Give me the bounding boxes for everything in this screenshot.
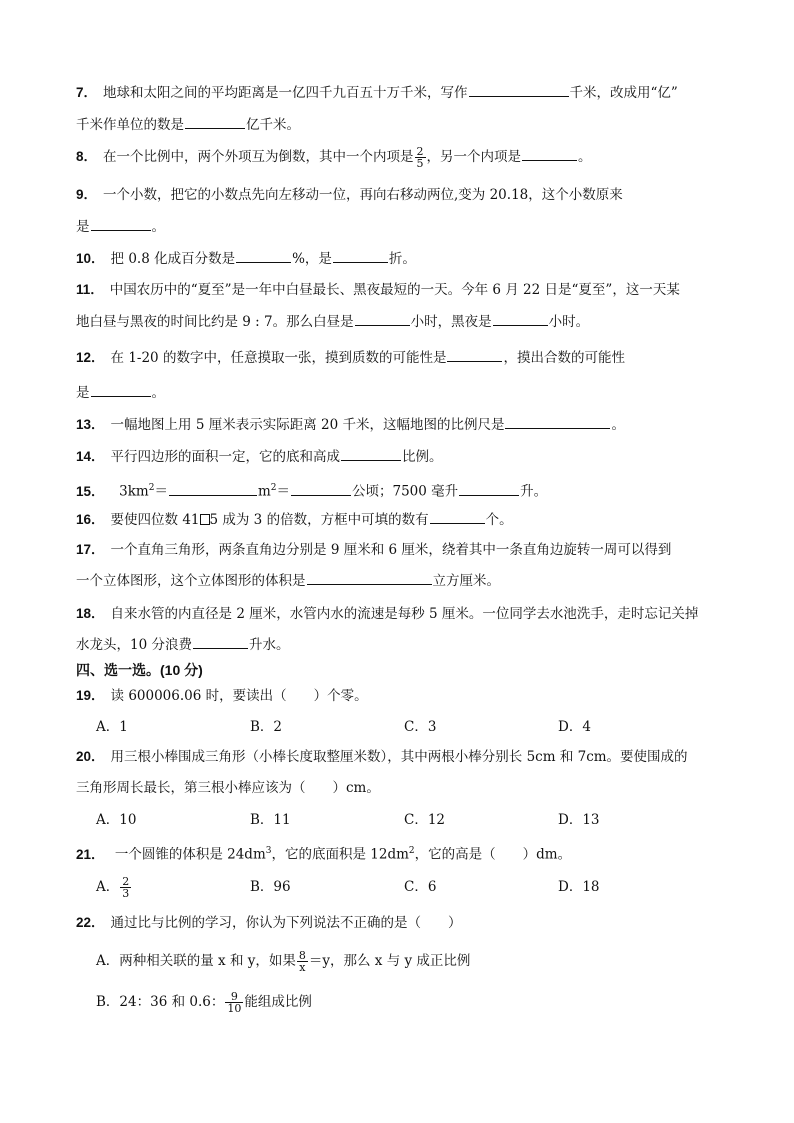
question-text: 5 成为 3 的倍数，方框中可填的数有 [209, 512, 429, 528]
question-text: ，它的底面积是 12dm [271, 846, 409, 863]
question-9 [76, 185, 623, 205]
question-text: 一个立体图形，这个立体图形的体积是 [76, 573, 306, 589]
question-number: 17． [76, 542, 105, 557]
question-text: 小时，黑夜是 [410, 314, 492, 330]
question-text: 千米，改成用“亿” [569, 85, 678, 101]
question-text: ，摸出合数的可能性 [503, 350, 625, 366]
question-text: ＝ [276, 483, 290, 500]
answer-blank[interactable] [505, 414, 610, 429]
question-text: 是 [76, 385, 90, 401]
question-20-line2 [76, 778, 380, 798]
question-text: ，它的高是（ ）dm。 [414, 846, 572, 863]
option-a[interactable]: A．10 [96, 812, 137, 828]
answer-blank[interactable] [333, 248, 388, 263]
question-number: 12． [76, 350, 105, 365]
answer-blank[interactable] [493, 311, 548, 326]
question-7 [76, 82, 678, 103]
question-11 [76, 280, 680, 300]
option-d[interactable]: D．18 [558, 879, 600, 895]
question-text: 一个圆锥的体积是 24dm [114, 846, 266, 863]
fraction-denominator: 10 [227, 1002, 242, 1015]
question-text: 。 [578, 149, 592, 165]
fraction-denominator: 5 [416, 157, 424, 170]
question-number: 9． [76, 187, 98, 202]
fraction [120, 876, 131, 899]
question-text: %，是 [292, 251, 332, 267]
fraction [297, 950, 308, 973]
answer-blank[interactable] [459, 481, 519, 496]
question-number: 18． [76, 606, 105, 621]
option-b[interactable]: B．11 [250, 812, 291, 828]
question-text: 立方厘米。 [432, 573, 500, 589]
question-21: 21． 一个圆锥的体积是 $24dm^3$，它的底面积是 $12dm^2$，它的高是（ ）dm。 [76, 846, 572, 863]
option-text: 能组成比例 [244, 994, 312, 1010]
question-20 [76, 747, 688, 767]
option-c[interactable]: C．3 [404, 719, 437, 735]
fraction-denominator: 3 [122, 887, 130, 900]
fraction-numerator: 9 [225, 991, 243, 1003]
question-text: 升水。 [248, 637, 290, 653]
answer-blank[interactable] [430, 509, 485, 524]
question-text: ＝ [154, 483, 168, 500]
option-a[interactable] [96, 950, 470, 973]
question-text: 自来水管的内直径是 2 厘米，水管内水的流速是每秒 5 厘米。一位同学去水池洗手，走时忘记关掉 [110, 606, 699, 622]
question-text: 在 1-20 的数字中，任意摸取一张，摸到质数的可能性是 [110, 350, 447, 366]
question-text: 把 0.8 化成百分数是 [110, 251, 236, 267]
question-text: 平行四边形的面积一定，它的底和高成 [110, 449, 341, 465]
answer-blank[interactable] [291, 481, 351, 496]
question-text: 一个直角三角形，两条直角边分别是 9 厘米和 6 厘米，绕着其中一条直角边旋转一周可以得到 [110, 542, 672, 558]
question-number: 22． [76, 915, 105, 930]
question-text: 亿千米。 [246, 117, 300, 133]
question-number: 16． [76, 512, 105, 527]
question-text: 个。 [485, 512, 513, 528]
fraction [415, 146, 426, 169]
question-number: 15． [76, 483, 105, 499]
question-text: ，另一个内项是 [426, 149, 522, 165]
question-text: 。 [151, 385, 165, 401]
option-text: B．24：36 和 0.6： [96, 994, 225, 1010]
option-b[interactable] [96, 991, 312, 1014]
answer-blank[interactable] [91, 216, 151, 231]
question-text: 在一个比例中，两个外项互为倒数，其中一个内项是 [103, 149, 414, 165]
question-17-line2 [76, 570, 500, 591]
fraction-numerator: 8 [298, 949, 306, 962]
question-text: 3km [119, 483, 149, 500]
box-placeholder-icon [200, 514, 210, 525]
question-number: 19． [76, 688, 105, 703]
question-number: 13． [76, 417, 105, 432]
question-12-line2 [76, 382, 165, 403]
question-number: 11． [76, 282, 104, 297]
option-text: A．两种相关联的量 x 和 y，如果 [96, 953, 296, 969]
question-text: 。 [611, 417, 625, 433]
answer-blank[interactable] [355, 311, 410, 326]
question-8 [76, 146, 592, 169]
question-9-line2 [76, 216, 165, 237]
question-number: 21． [76, 846, 105, 862]
fraction-numerator: 2 [122, 875, 130, 888]
question-text: 读 600006.06 时，要读出（ ）个零。 [110, 688, 368, 704]
question-text: 一个小数，把它的小数点先向左移动一位，再向右移动两位,变为 20.18，这个小数原来 [103, 187, 623, 203]
question-text: 比例。 [402, 449, 443, 465]
question-text: 一幅地图上用 5 厘米表示实际距离 20 千米，这幅地图的比例尺是 [110, 417, 505, 433]
answer-blank[interactable] [522, 146, 577, 161]
answer-blank[interactable] [185, 114, 245, 129]
answer-blank[interactable] [469, 82, 569, 97]
question-text: 地球和太阳之间的平均距离是一亿四千九百五十万千米，写作 [103, 85, 468, 101]
question-text: 三角形周长最长，第三根小棒应该为（ ）cm。 [76, 780, 380, 796]
question-number: 8． [76, 149, 98, 164]
question-text: 中国农历中的“夏至”是一年中白昼最长、黑夜最短的一天。今年 6 月 22 日是“夏至”，这一天某 [109, 282, 680, 298]
question-text: 地白昼与黑夜的时间比约是 9 : 7。那么白昼是 [76, 314, 354, 330]
section-heading: 四、选一选。(10 分) [76, 662, 203, 678]
answer-blank[interactable] [307, 570, 432, 585]
question-text: 小时。 [548, 314, 590, 330]
option-b[interactable]: B．96 [250, 879, 291, 895]
question-text: 用三根小棒围成三角形（小棒长度取整厘米数），其中两根小棒分别长 5cm 和 7cm。要使围成的 [110, 749, 688, 765]
answer-blank[interactable] [447, 347, 502, 362]
question-22 [76, 913, 462, 933]
question-text: 公顷；7500 毫升 [351, 483, 459, 500]
question-text: 千米作单位的数是 [76, 117, 184, 133]
question-text: 通过比与比例的学习，你认为下列说法不正确的是（ ） [110, 915, 462, 931]
question-number: 20． [76, 749, 105, 764]
question-14 [76, 446, 443, 467]
question-19 [76, 686, 368, 706]
option-a[interactable] [96, 876, 132, 899]
option-label: A． [96, 879, 120, 895]
question-text: 水龙头，10 分浪费 [76, 637, 192, 653]
option-text: ＝y，那么 x 与 y 成正比例 [308, 953, 471, 969]
question-text: 是 [76, 219, 90, 235]
answer-blank[interactable] [341, 446, 401, 461]
fraction-denominator: x [299, 961, 306, 974]
fraction [225, 991, 243, 1014]
option-c[interactable]: C．6 [404, 879, 437, 895]
question-10 [76, 248, 416, 269]
option-b[interactable]: B．2 [250, 719, 283, 735]
question-15: 15． $3km^2= m^2=$ 公顷；7500 毫升 升。 [76, 478, 547, 502]
question-number: 7． [76, 85, 98, 100]
question-18-line2 [76, 634, 289, 655]
question-18 [76, 604, 698, 624]
question-number: 14． [76, 449, 105, 464]
option-d[interactable]: D．4 [558, 719, 591, 735]
option-a[interactable]: A．1 [96, 719, 128, 735]
question-17 [76, 540, 671, 560]
question-16 [76, 509, 513, 530]
question-number: 10． [76, 251, 105, 266]
answer-blank[interactable] [236, 248, 291, 263]
answer-blank[interactable] [169, 481, 257, 496]
fraction-numerator: 2 [416, 145, 424, 158]
answer-blank[interactable] [91, 382, 151, 397]
question-12 [76, 347, 625, 368]
option-d[interactable]: D．13 [558, 812, 600, 828]
question-text: 要使四位数 41 [110, 512, 200, 528]
question-text: 折。 [388, 251, 416, 267]
option-c[interactable]: C．12 [404, 812, 446, 828]
question-text: 升。 [520, 483, 548, 500]
question-13 [76, 414, 625, 435]
question-11-line2 [76, 311, 589, 332]
answer-blank[interactable] [193, 634, 248, 649]
question-7-line2 [76, 114, 300, 135]
question-text: m [257, 483, 271, 500]
question-text: 。 [151, 219, 165, 235]
